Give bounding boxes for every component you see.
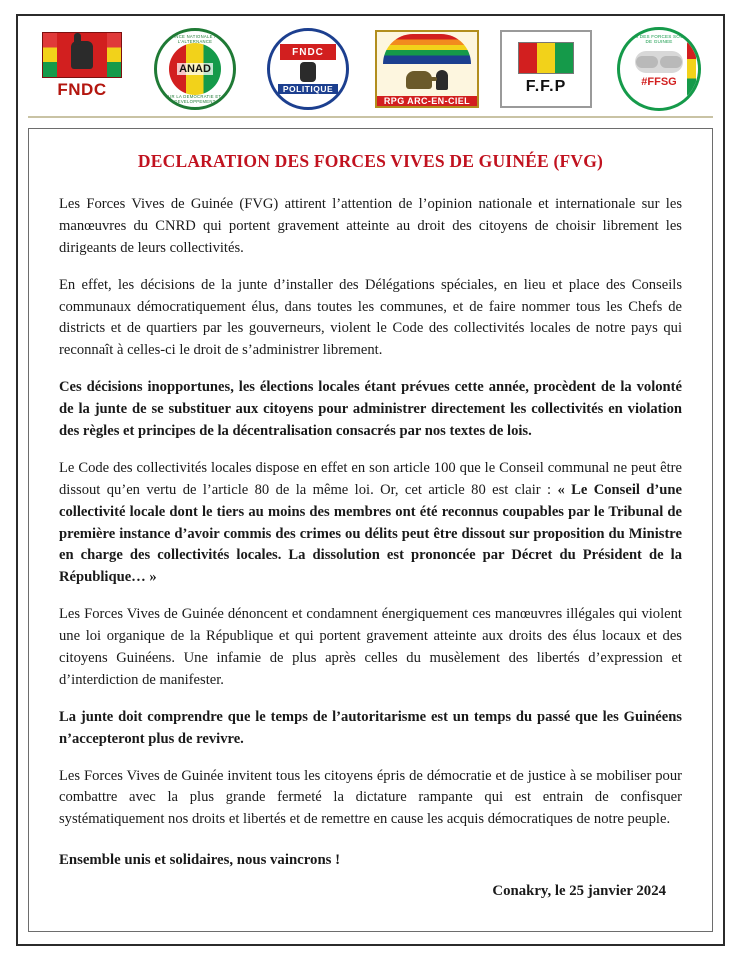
ffp-logo: [500, 30, 592, 108]
guinea-flag-icon: [518, 42, 574, 74]
ffp-logo-label: F.F.P: [525, 78, 567, 95]
paragraph-4-lead: Le Code des collectivités locales dispose en effet en son article 100 que le Conseil communal ne peut être dissout qu’en vertu de l’article 80 de la même loi. Or, cet article 80 est clair :: [59, 459, 682, 498]
fndc-politique-logo-label: FNDC: [280, 44, 336, 60]
paragraph-7: Les Forces Vives de Guinée invitent tous les citoyens épris de démocratie et de justice à se mobiliser pour combattre avec la plus grande fermeté la dictature rampante qui est entrain de confisquer systématiquement nos droits et libertés et de remettre en cause les acquis démocratiques de notre peuple.: [59, 767, 682, 828]
ffp-emblem-icon: [500, 30, 592, 108]
fndc-logo-label: FNDC: [57, 80, 107, 99]
signoff-location-date: Conakry, le 25 janvier 2024: [492, 883, 666, 900]
document-outer-border: [16, 14, 725, 946]
fndc-politique-logo: [262, 30, 354, 108]
person-icon: [436, 70, 448, 90]
raised-fist-icon: [300, 62, 316, 82]
fndc-politique-emblem-icon: [267, 28, 349, 110]
rpg-arc-en-ciel-logo: [375, 30, 479, 108]
paragraph-1: Les Forces Vives de Guinée (FVG) attirent l’attention de l’opinion nationale et internationale sur les manœuvres du CNRD qui portent gravement atteinte au droit des citoyens de choisir librement les dirigeants de leurs collectivités.: [59, 196, 682, 256]
ffsg-ring-text: FORUM DES FORCES SOCIALES DE GUINEE: [620, 34, 698, 44]
raised-fist-icon: [71, 41, 93, 69]
paragraph-4-quote: « Le Conseil d’une collectivité locale dont le tiers au moins des membres ont été reconnus coupables par le Tribunal de première instance d’avoir commis des crimes ou délits peut être dissout sur proposition du Ministre en charge des collectivités locales. La dissolution est prononcée par Décret du Président de la République… »: [59, 481, 682, 586]
anad-logo-label: ANAD: [179, 63, 211, 75]
fndc-logo: [36, 30, 128, 108]
paragraph-4: [59, 458, 682, 589]
organization-logo-band: [28, 26, 713, 118]
fndc-politique-sublabel: POLITIQUE: [278, 84, 338, 94]
declaration-body: [28, 128, 713, 932]
elephant-icon: [406, 71, 432, 89]
handshake-icon: [635, 51, 683, 73]
rainbow-icon: [383, 34, 471, 64]
rpg-logo-label: RPG ARC-EN-CIEL: [377, 96, 477, 106]
rpg-emblem-icon: [375, 30, 479, 108]
anad-logo: [149, 30, 241, 108]
page-title: DECLARATION DES FORCES VIVES DE GUINÉE (FVG): [137, 151, 604, 171]
closing-slogan: Ensemble unis et solidaires, nous vaincrons !: [59, 852, 341, 869]
paragraph-3: Ces décisions inopportunes, les élections locales étant prévues cette année, procèdent de la volonté de la junte de se substituer aux citoyens pour administrer directement les collectivités en violation des règles et principes de la décentralisation consacrés par nos textes de lois.: [59, 379, 682, 440]
guinea-flag-stripe-icon: [687, 40, 696, 98]
anad-ring-top-text: ALLIANCE NATIONALE POUR L'ALTERNANCE: [162, 34, 228, 44]
ffsg-emblem-icon: [617, 27, 701, 111]
anad-ring-bottom-text: POUR LA DEMOCRATIE ET LE DEVELOPPEMENT: [161, 94, 229, 104]
paragraph-5: Les Forces Vives de Guinée dénoncent et condamnent énergiquement ces manœuvres illégales qui violent une loi organique de la République et qui portent gravement atteinte aux droits des élus locaux et des citoyens Guinéens. Une infamie de plus après celles du musèlement des libertés d’expression et d’interdiction de manifester.: [59, 606, 682, 688]
ffsg-logo: [613, 30, 705, 108]
paragraph-6: La junte doit comprendre que le temps de l’autoritarisme est un temps du passé que les Guinéens n’accepteront plus de revivre.: [59, 708, 682, 747]
paragraph-2: En effet, les décisions de la junte d’installer des Délégations spéciales, en lieu et place des Conseils communaux démocratiquement élus, dans toutes les communes, et de faire nommer tous les Chefs de districts et de quartiers par les gouverneurs, violent le Code des collectivités locales de notre pays qui reconnaît à celles-ci le droit de s’administrer librement.: [59, 276, 682, 359]
fndc-emblem-icon: [42, 32, 122, 78]
anad-emblem-icon: [154, 28, 236, 110]
ffsg-logo-label: #FFSG: [641, 75, 677, 88]
